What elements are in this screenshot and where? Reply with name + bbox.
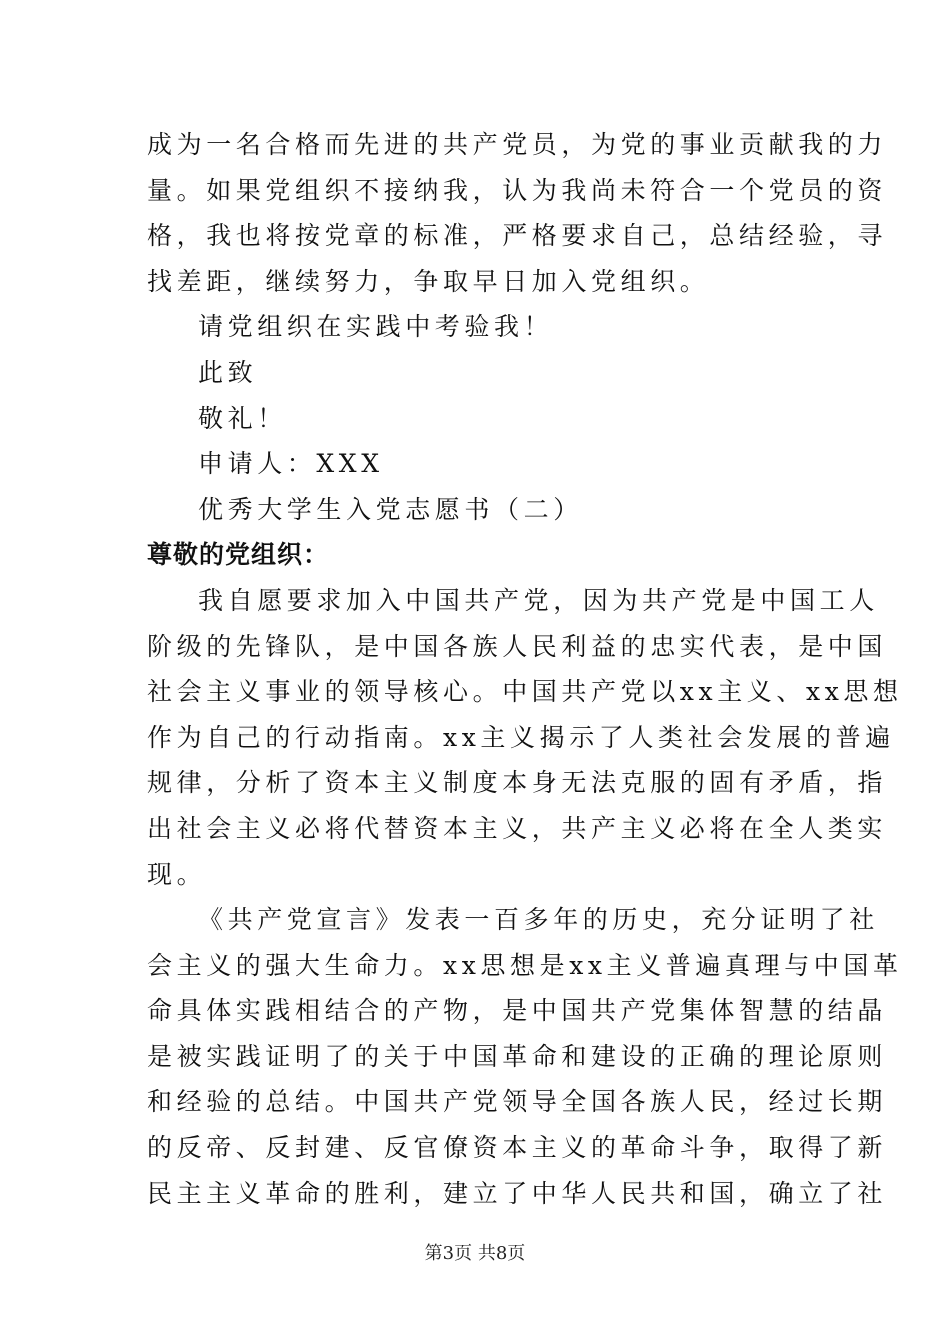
body-line: 现。 bbox=[147, 859, 207, 889]
applicant-line: 申请人：XXX bbox=[198, 449, 384, 479]
body-line: 社会主义事业的领导核心。中国共产党以xx主义、xx思想 bbox=[147, 677, 903, 707]
body-line: 是被实践证明了的关于中国革命和建设的正确的理论原则 bbox=[147, 1041, 888, 1071]
body-line: 出社会主义必将代替资本主义，共产主义必将在全人类实 bbox=[147, 813, 888, 843]
body-line: 阶级的先锋队，是中国各族人民利益的忠实代表，是中国 bbox=[147, 631, 888, 661]
section-title: 优秀大学生入党志愿书（二） bbox=[198, 494, 583, 524]
body-line: 民主主义革命的胜利，建立了中华人民共和国，确立了社 bbox=[147, 1178, 888, 1208]
body-line: 作为自己的行动指南。xx主义揭示了人类社会发展的普遍 bbox=[147, 722, 895, 752]
document-body bbox=[147, 122, 903, 1216]
page-number-footer: 第3页 共8页 bbox=[424, 1243, 526, 1264]
body-line: 我自愿要求加入中国共产党，因为共产党是中国工人 bbox=[198, 585, 879, 615]
body-line: 命具体实践相结合的产物，是中国共产党集体智慧的结晶 bbox=[147, 996, 888, 1026]
body-line: 规律，分析了资本主义制度本身无法克服的固有矛盾，指 bbox=[147, 768, 888, 798]
salutation-heading: 尊敬的党组织： bbox=[147, 540, 330, 570]
body-line: 成为一名合格而先进的共产党员，为党的事业贡献我的力 bbox=[147, 130, 888, 159]
body-line: 请党组织在实践中考验我！ bbox=[198, 312, 554, 342]
body-line: 的反帝、反封建、反官僚资本主义的革命斗争，取得了新 bbox=[147, 1133, 888, 1163]
body-line: 量。如果党组织不接纳我，认为我尚未符合一个党员的资 bbox=[147, 175, 888, 205]
body-line: 找差距，继续努力，争取早日加入党组织。 bbox=[147, 266, 710, 296]
body-line: 《共产党宣言》发表一百多年的历史，充分证明了社 bbox=[198, 905, 879, 935]
body-line: 会主义的强大生命力。xx思想是xx主义普遍真理与中国革 bbox=[147, 950, 903, 980]
closing-line: 此致 bbox=[198, 357, 258, 387]
body-line: 和经验的总结。中国共产党领导全国各族人民，经过长期 bbox=[147, 1087, 888, 1117]
body-line: 格，我也将按党章的标准，严格要求自己，总结经验，寻 bbox=[147, 221, 888, 251]
closing-line: 敬礼！ bbox=[198, 403, 287, 433]
